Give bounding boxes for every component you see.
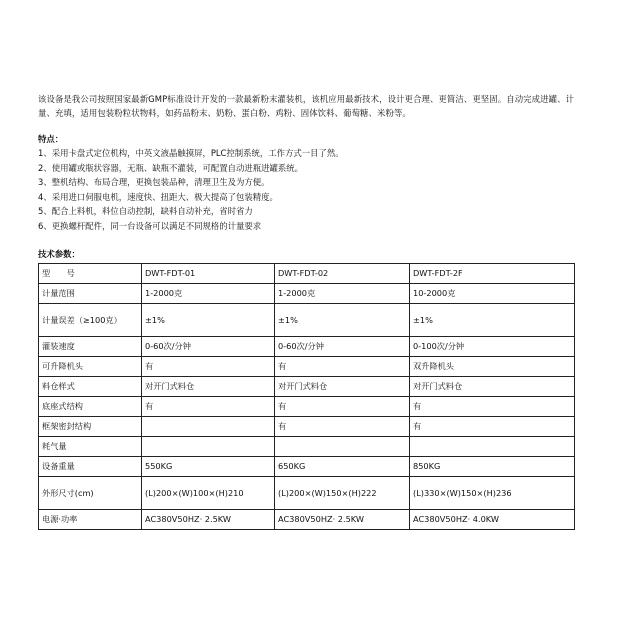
table-cell: DWT-FDT-2F [410, 264, 575, 284]
table-cell: 灌装速度 [39, 337, 142, 357]
table-cell: ±1% [410, 304, 575, 337]
table-cell: 850KG [410, 457, 575, 477]
table-row [39, 264, 575, 284]
feature-item: 3、整机结构、布局合理，更换包装品种，清理卫生及为方便。 [38, 177, 270, 187]
table-cell: 有 [275, 417, 410, 437]
table-cell: 电源·功率 [39, 510, 142, 530]
table-row [39, 477, 575, 510]
table-cell: 计量误差（≥100克） [39, 304, 142, 337]
table-cell [410, 437, 575, 457]
intro-paragraph: 该设备是我公司按照国家最新GMP标准设计开发的一款最新粉末灌装机，该机应用最新技术，设计更合理、更简洁、更坚固。自动完成进罐、计量、充填，适用包装粉粒状物料，如药品粉末、奶粉、蛋白粉、鸡粉、固体饮料、葡萄糖、米粉等。 [38, 94, 575, 118]
table-cell: 650KG [275, 457, 410, 477]
document-body [38, 92, 578, 530]
table-cell: 框架密封结构 [39, 417, 142, 437]
table-cell: 计量范围 [39, 284, 142, 304]
table-row [39, 397, 575, 417]
table-cell: 设备重量 [39, 457, 142, 477]
table-cell: 0-60次/分钟 [275, 337, 410, 357]
table-row [39, 437, 575, 457]
table-cell: 0-100次/分钟 [410, 337, 575, 357]
feature-item: 1、采用卡盘式定位机构，中英文液晶触摸屏，PLC控制系统，工作方式一目了然。 [38, 148, 344, 158]
feature-item: 6、更换螺杆配件，同一台设备可以满足不同规格的计量要求 [38, 220, 262, 231]
table-cell: 对开门式料仓 [142, 377, 275, 397]
table-cell [275, 437, 410, 457]
table-row [39, 510, 575, 530]
feature-item: 2、使用罐或瓶状容器，无瓶、缺瓶不灌装，可配置自动进瓶进罐系统。 [38, 162, 303, 173]
table-cell: AC380V50HZ· 4.0KW [410, 510, 575, 530]
table-cell: 底座式结构 [39, 397, 142, 417]
table-row [39, 337, 575, 357]
table-row [39, 377, 575, 397]
table-cell: (L)200×(W)100×(H)210 [142, 477, 275, 510]
table-cell: 有 [410, 397, 575, 417]
table-cell: 550KG [142, 457, 275, 477]
table-row [39, 357, 575, 377]
table-cell: (L)330×(W)150×(H)236 [410, 477, 575, 510]
table-row [39, 284, 575, 304]
table-cell [142, 417, 275, 437]
table-cell: AC380V50HZ· 2.5KW [275, 510, 410, 530]
features-list [38, 146, 578, 233]
table-cell: 耗气量 [39, 437, 142, 457]
table-cell: 对开门式料仓 [275, 377, 410, 397]
table-row [39, 457, 575, 477]
table-cell: 料仓样式 [39, 377, 142, 397]
table-cell: 有 [142, 357, 275, 377]
table-cell: 10-2000克 [410, 284, 575, 304]
table-cell: DWT-FDT-02 [275, 264, 410, 284]
table-cell [142, 437, 275, 457]
table-cell: 双升降机头 [410, 357, 575, 377]
table-cell: ±1% [142, 304, 275, 337]
specs-table [38, 263, 575, 530]
feature-item: 4、采用进口伺服电机，速度快、扭距大、极大提高了包装精度。 [38, 191, 278, 202]
table-row [39, 417, 575, 437]
feature-item: 5、配合上料机，料位自动控制，缺料自动补充，省时省力 [38, 206, 253, 216]
table-cell: 有 [142, 397, 275, 417]
table-cell: 1-2000克 [275, 284, 410, 304]
table-cell: 型 号 [39, 264, 142, 284]
table-cell: 1-2000克 [142, 284, 275, 304]
specs-heading: 技术参数： [38, 249, 80, 259]
table-cell: 外形尺寸(cm) [39, 477, 142, 510]
table-cell: 可升降机头 [39, 357, 142, 377]
table-cell: DWT-FDT-01 [142, 264, 275, 284]
table-cell: AC380V50HZ· 2.5KW [142, 510, 275, 530]
table-cell: ±1% [275, 304, 410, 337]
table-cell: 对开门式料仓 [410, 377, 575, 397]
table-cell: 有 [275, 357, 410, 377]
table-cell: (L)200×(W)150×(H)222 [275, 477, 410, 510]
table-cell: 有 [275, 397, 410, 417]
table-row [39, 304, 575, 337]
table-cell: 有 [410, 417, 575, 437]
table-cell: 0-60次/分钟 [142, 337, 275, 357]
features-heading: 特点： [38, 134, 64, 144]
